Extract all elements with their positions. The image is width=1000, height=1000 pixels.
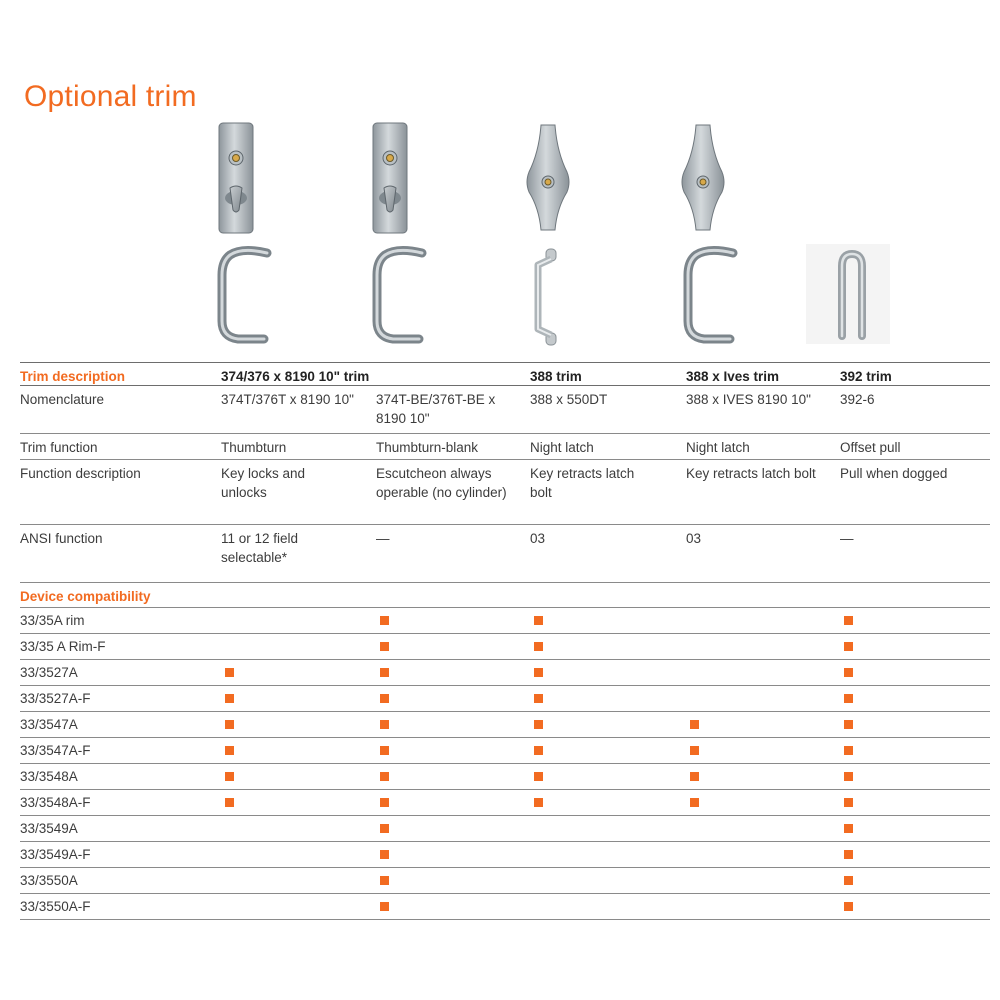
compatible-marker-icon [225, 746, 234, 755]
compatibility-cell [376, 819, 526, 838]
compatible-marker-icon [380, 824, 389, 833]
compatible-marker-icon [380, 616, 389, 625]
cell-value: Pull when dogged [840, 466, 948, 481]
device-name: 33/3549A-F [20, 847, 91, 862]
compatible-marker-icon [380, 642, 389, 651]
cell-value: Key retracts latch bolt [686, 466, 816, 481]
page-title: Optional trim [24, 80, 197, 113]
compatibility-cell [376, 611, 526, 630]
compatibility-cell [376, 741, 526, 760]
compatibility-cell [686, 741, 838, 760]
cell-value: Escutcheon always operable (no cylinder) [376, 466, 507, 500]
compatible-marker-icon [844, 902, 853, 911]
device-row [20, 868, 990, 894]
spec-row-trim-function [20, 434, 990, 460]
cell-value: Night latch [530, 440, 594, 455]
compatibility-cell [376, 689, 526, 708]
device-row [20, 738, 990, 764]
compatibility-cell [376, 793, 526, 812]
header-col-374-376: 374/376 x 8190 10" trim [221, 369, 370, 384]
device-row [20, 660, 990, 686]
compatible-marker-icon [844, 616, 853, 625]
compatible-marker-icon [225, 772, 234, 781]
ives-night-latch-trim-image [678, 122, 728, 234]
compatible-marker-icon [690, 746, 699, 755]
compatibility-cell [686, 793, 838, 812]
row-label: Function description [20, 466, 141, 481]
compatible-marker-icon [844, 746, 853, 755]
compatibility-cell [221, 767, 371, 786]
cell-value: 374T/376T x 8190 10" [221, 392, 354, 407]
compatible-marker-icon [844, 694, 853, 703]
pull-handle-image-1 [212, 245, 274, 345]
device-row [20, 842, 990, 868]
compatible-marker-icon [844, 876, 853, 885]
compatibility-cell [840, 897, 990, 916]
compatibility-cell [530, 767, 680, 786]
compatible-marker-icon [534, 616, 543, 625]
compatible-marker-icon [380, 850, 389, 859]
compatibility-cell [376, 767, 526, 786]
device-name: 33/35A rim [20, 613, 85, 628]
device-row [20, 790, 990, 816]
compatible-marker-icon [690, 720, 699, 729]
compatibility-cell [221, 793, 371, 812]
compatibility-cell [530, 611, 680, 630]
cell-value: Key retracts latch bolt [530, 466, 635, 500]
compatibility-cell [376, 845, 526, 864]
compatibility-cell [530, 715, 680, 734]
compatible-marker-icon [380, 798, 389, 807]
compatibility-cell [376, 663, 526, 682]
night-latch-trim-image [523, 122, 573, 234]
device-compatibility-rows [20, 608, 990, 920]
compatible-marker-icon [690, 798, 699, 807]
compatibility-cell [530, 741, 680, 760]
device-row [20, 634, 990, 660]
cell-value: 388 x IVES 8190 10" [686, 392, 811, 407]
compatibility-cell [840, 819, 990, 838]
compatible-marker-icon [844, 850, 853, 859]
compatible-marker-icon [844, 772, 853, 781]
cell-value: — [840, 531, 854, 546]
compatible-marker-icon [380, 668, 389, 677]
compatibility-cell [376, 637, 526, 656]
header-col-388-ives: 388 x Ives trim [686, 369, 780, 384]
row-label: ANSI function [20, 531, 103, 546]
compatibility-cell [840, 741, 990, 760]
device-name: 33/3550A [20, 873, 78, 888]
device-name: 33/3549A [20, 821, 78, 836]
trim-description-label: Trim description [20, 369, 126, 384]
device-row [20, 894, 990, 920]
compatible-marker-icon [534, 668, 543, 677]
compatibility-cell [530, 663, 680, 682]
compatible-marker-icon [380, 902, 389, 911]
compatible-marker-icon [225, 694, 234, 703]
cell-value: 392-6 [840, 392, 875, 407]
device-compatibility-header [20, 583, 990, 608]
compatibility-cell [840, 767, 990, 786]
compatible-marker-icon [380, 772, 389, 781]
compatible-marker-icon [380, 876, 389, 885]
device-name: 33/3548A-F [20, 795, 91, 810]
compatibility-cell [376, 871, 526, 890]
device-name: 33/3550A-F [20, 899, 91, 914]
compatibility-cell [840, 793, 990, 812]
offset-pull-image [806, 244, 890, 344]
compatible-marker-icon [534, 772, 543, 781]
cell-value: Thumbturn-blank [376, 440, 479, 455]
compatibility-cell [530, 793, 680, 812]
compatibility-cell [530, 689, 680, 708]
compatibility-cell [221, 689, 371, 708]
compatible-marker-icon [844, 642, 853, 651]
compatibility-cell [376, 897, 526, 916]
trim-spec-table [20, 362, 990, 920]
compatibility-cell [840, 637, 990, 656]
compatible-marker-icon [225, 720, 234, 729]
compatibility-cell [686, 767, 838, 786]
compatible-marker-icon [225, 798, 234, 807]
compatibility-cell [840, 689, 990, 708]
compatible-marker-icon [380, 694, 389, 703]
compatibility-cell [840, 611, 990, 630]
escutcheon-thumbturn-image [218, 122, 254, 234]
compatible-marker-icon [380, 746, 389, 755]
compatibility-cell [221, 663, 371, 682]
compatible-marker-icon [690, 772, 699, 781]
cell-value: Offset pull [840, 440, 901, 455]
compatible-marker-icon [534, 746, 543, 755]
pull-handle-image-2 [367, 245, 429, 345]
compatibility-cell [840, 845, 990, 864]
pull-handle-image-4 [678, 245, 740, 345]
device-row [20, 764, 990, 790]
device-row [20, 712, 990, 738]
compatibility-cell [686, 715, 838, 734]
device-compatibility-label: Device compatibility [20, 589, 151, 604]
escutcheon-thumbturn-blank-image [372, 122, 408, 234]
compatible-marker-icon [844, 720, 853, 729]
header-row [20, 362, 990, 386]
device-name: 33/3547A [20, 717, 78, 732]
cell-value: 03 [530, 531, 546, 546]
compatibility-cell [530, 637, 680, 656]
device-name: 33/3548A [20, 769, 78, 784]
compatibility-cell [376, 715, 526, 734]
device-name: 33/3527A-F [20, 691, 91, 706]
compatible-marker-icon [844, 668, 853, 677]
compatibility-cell [221, 715, 371, 734]
cell-value: — [376, 531, 390, 546]
spec-row-function-description [20, 460, 990, 525]
device-row [20, 686, 990, 712]
header-col-388: 388 trim [530, 369, 582, 384]
cell-value: 388 x 550DT [530, 392, 608, 407]
compatibility-cell [221, 741, 371, 760]
cell-value: Key locks and unlocks [221, 466, 306, 500]
spec-row-ansi-function [20, 525, 990, 583]
header-col-392: 392 trim [840, 369, 892, 384]
row-label: Nomenclature [20, 392, 105, 407]
cell-value: Night latch [686, 440, 750, 455]
compatible-marker-icon [225, 668, 234, 677]
compatible-marker-icon [844, 798, 853, 807]
straight-pull-image [524, 245, 564, 349]
compatible-marker-icon [844, 824, 853, 833]
cell-value: Thumbturn [221, 440, 287, 455]
device-name: 33/3527A [20, 665, 78, 680]
device-row [20, 816, 990, 842]
device-name: 33/35 A Rim-F [20, 639, 106, 654]
compatible-marker-icon [380, 720, 389, 729]
cell-value: 03 [686, 531, 702, 546]
compatibility-cell [840, 715, 990, 734]
compatible-marker-icon [534, 694, 543, 703]
compatible-marker-icon [534, 798, 543, 807]
device-row [20, 608, 990, 634]
cell-value: 374T-BE/376T-BE x 8190 10" [376, 392, 496, 426]
device-name: 33/3547A-F [20, 743, 91, 758]
spec-row-nomenclature [20, 386, 990, 434]
cell-value: 11 or 12 field selectable* [221, 531, 299, 565]
row-label: Trim function [20, 440, 98, 455]
compatible-marker-icon [534, 720, 543, 729]
compatibility-cell [840, 663, 990, 682]
compatible-marker-icon [534, 642, 543, 651]
compatibility-cell [840, 871, 990, 890]
